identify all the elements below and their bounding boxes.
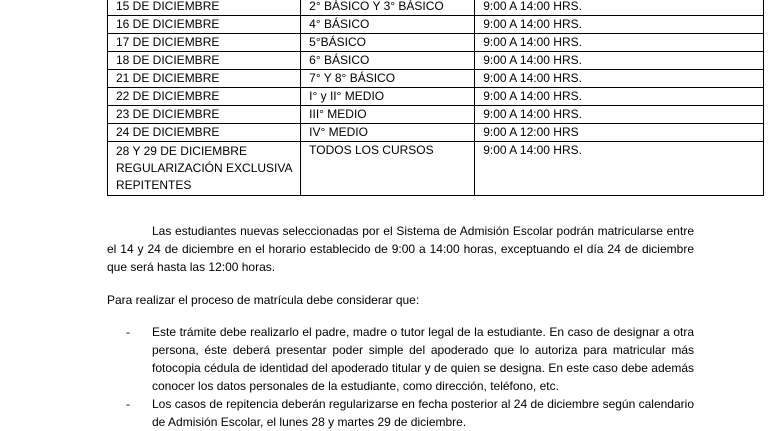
bullet-marker: - [126,325,130,339]
date-line: REGULARIZACIÓN EXCLUSIVA [116,161,293,175]
time-cell: 9:00 A 14:00 HRS. [475,52,764,70]
table-row [108,70,764,88]
time-cell: 9:00 A 12:00 HRS [475,124,764,142]
course-cell: 5°BÁSICO [301,34,475,52]
table-row [108,88,764,106]
time-cell: 9:00 A 14:00 HRS. [475,70,764,88]
course-cell: 7° Y 8° BÁSICO [301,70,475,88]
course-cell: 2° BÁSICO Y 3° BÁSICO [301,0,475,16]
time-cell: 9:00 A 14:00 HRS. [475,16,764,34]
date-cell: 18 DE DICIEMBRE [108,52,301,70]
table-row-repeaters [108,142,764,196]
paragraph-text: Las estudiantes nuevas seleccionadas por el Sistema de Admisión Escolar podrán matricularse entre el 14 y 24 de diciembre en el horario establecido de 9:00 a 14:00 horas, exceptuando el día 24 de diciembre que será hasta las 12:00 horas. [107,224,694,274]
course-cell: III° MEDIO [301,106,475,124]
list-item-text: Este trámite debe realizarlo el padre, madre o tutor legal de la estudiante. En caso de designar a otra persona, éste deberá presentar poder simple del apoderado que lo autoriza para matricular más fotocopia cédula de identidad del apoderado titular y de quien se designa. En este caso debe además conocer los datos personales de la estudiante, como dirección, teléfono, etc. [152,325,694,393]
table-row [108,16,764,34]
table-row [108,52,764,70]
bullet-marker: - [126,397,130,411]
table-row [108,0,764,16]
table-row [108,34,764,52]
time-cell: 9:00 A 14:00 HRS. [475,34,764,52]
course-cell: 6° BÁSICO [301,52,475,70]
course-cell: TODOS LOS CURSOS [301,142,475,196]
time-cell: 9:00 A 14:00 HRS. [475,0,764,16]
date-cell: 22 DE DICIEMBRE [108,88,301,106]
date-cell: 17 DE DICIEMBRE [108,34,301,52]
date-cell: 24 DE DICIEMBRE [108,124,301,142]
date-cell: 16 DE DICIEMBRE [108,16,301,34]
time-cell: 9:00 A 14:00 HRS. [475,88,764,106]
list-item [107,395,694,431]
enrollment-schedule-table [107,0,764,196]
table-row [108,106,764,124]
date-cell [108,142,301,196]
new-students-paragraph [107,222,694,276]
requirements-intro: Para realizar el proceso de matrícula debe considerar que: [107,293,420,307]
date-line: 28 Y 29 DE DICIEMBRE [116,144,247,158]
requirements-list [107,323,694,431]
table-row [108,124,764,142]
list-item-text: Los casos de repitencia deberán regularizarse en fecha posterior al 24 de diciembre según calendario de Admisión Escolar, el lunes 28 y martes 29 de diciembre. [152,397,694,429]
date-cell: 21 DE DICIEMBRE [108,70,301,88]
course-cell: I° y II° MEDIO [301,88,475,106]
date-cell: 23 DE DICIEMBRE [108,106,301,124]
course-cell: IV° MEDIO [301,124,475,142]
list-item [107,323,694,395]
date-line: REPITENTES [116,178,192,192]
time-cell: 9:00 A 14:00 HRS. [475,106,764,124]
course-cell: 4° BÁSICO [301,16,475,34]
date-cell: 15 DE DICIEMBRE [108,0,301,16]
time-cell: 9:00 A 14:00 HRS. [475,142,764,196]
